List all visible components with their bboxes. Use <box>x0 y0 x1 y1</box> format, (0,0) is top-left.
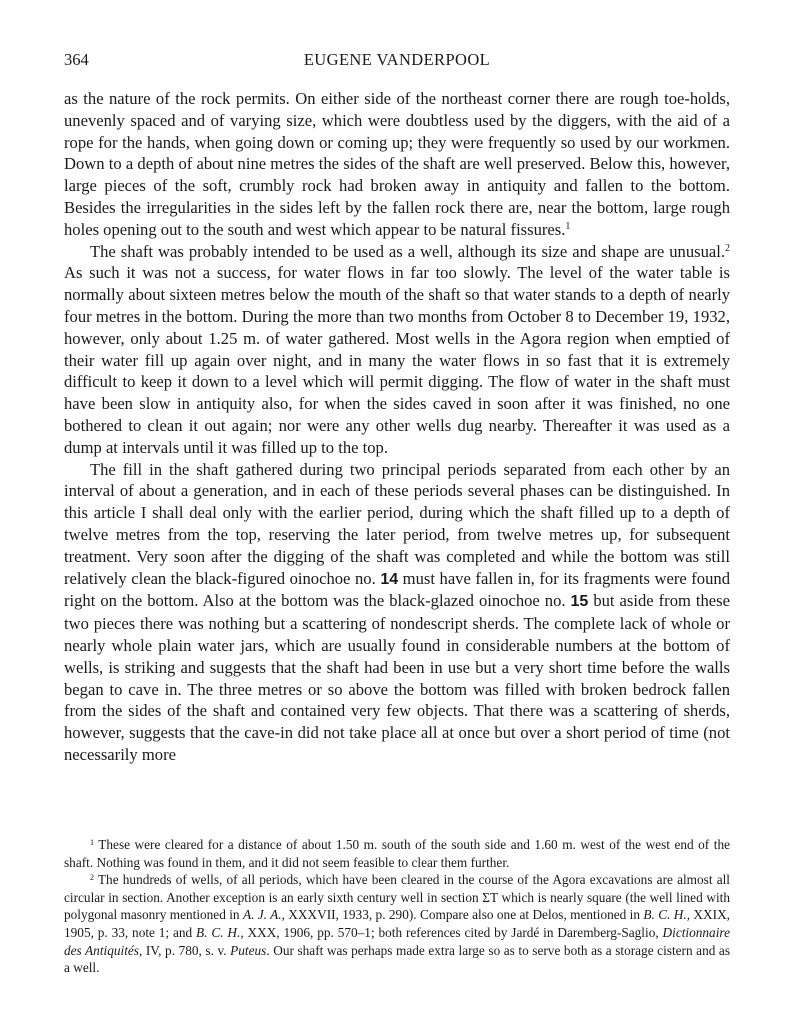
footnotes <box>64 836 730 977</box>
citation-dictionnaire: Dictionnaire des Antiquités <box>64 924 730 958</box>
paragraph-3-text-a: The fill in the shaft gathered during two principal periods separated from each other by an interval of about a generation, and in each of these periods several phases can be distinguished. In this article I shall deal only with the earlier period, during which the shaft filled up to a depth of twelve metres from the top, reserving the later period, from twelve metres up, for subsequent treatment. Very soon after the digging of the shaft was completed and while the bottom was still relatively clean the black-figured oinochoe no. <box>64 459 730 588</box>
paragraph-3 <box>64 459 730 766</box>
catalogue-number-14: 14 <box>380 570 399 588</box>
citation-puteus: Puteus <box>230 942 267 958</box>
paragraph-2-text-b: As such it was not a success, for water flows in far too slowly. The level of the water table is normally about sixteen metres below the mouth of the shaft so that water stands to a depth of nearly four metres in the bottom. During the more than two months from October 8 to December 19, 1932, however, only about 1.25 m. of water gathered. Most wells in the Agora region when emptied of their water fill up again over night, and in many the water flows in so fast that it is extremely difficult to keep it down to a level which will permit digging. The flow of water in the shaft must have been slow in antiquity also, for when the sides caved in soon after it was finished, no one bothered to clean it out again; nor were any other wells dug nearby. Thereafter it was used as a dump at intervals until it was filled up to the top. <box>64 263 730 457</box>
footnote-ref-2: 2 <box>725 242 730 254</box>
footnote-1-mark: 1 <box>90 838 94 847</box>
footnote-2 <box>64 871 730 977</box>
paragraph-2-text-a: The shaft was probably intended to be used as a well, although its size and shape are unusual. <box>90 241 725 261</box>
running-head-title: EUGENE VANDERPOOL <box>303 50 491 69</box>
paragraph-3-text-c: but aside from these two pieces there was nothing but a scattering of nondescript sherds. The complete lack of whole or nearly whole plain water jars, which are usually found in considerable numbers at the bottom of wells, is striking and suggests that the shaft had been in use but a very short time before the walls began to cave in. The three metres or so above the bottom was filled with broken bedrock fallen from the sides of the shaft and contained very few objects. That there was a scattering of sherds, however, suggests that the cave-in did not take place all at once but over a short period of time (not necessarily more <box>64 591 730 764</box>
citation-bch-1905: B. C. H. <box>643 907 687 923</box>
paragraph-1-text: as the nature of the rock permits. On either side of the northeast corner there are rough toe-holds, unevenly spaced and of varying size, which were doubtless used by the diggers, with the aid of a rope for the hands, when going down or coming up; they were frequently so used by our workmen. Down to a depth of about nine metres the sides of the shaft are well preserved. Below this, however, large pieces of the soft, crumbly rock had broken away in antiquity and fallen to the bottom. Besides the irregularities in the sides left by the fallen rock there are, near the bottom, large rough holes opening out to the south and west which appear to be natural fissures. <box>64 89 730 239</box>
footnote-ref-1: 1 <box>565 220 571 232</box>
footnote-2-text-f: . Our shaft was perhaps made extra large so as to serve both as a storage cistern and as a well. <box>64 942 731 976</box>
footnote-2-text-c: , XXIX, 1905, p. 33, note 1; and <box>64 907 730 940</box>
page-body <box>64 50 730 766</box>
footnote-2-text-d: , XXX, 1906, pp. 570–1; both references cited by Jardé in Daremberg-Saglio, <box>240 924 663 940</box>
page-number: 364 <box>64 50 89 69</box>
footnote-2-text-a: The hundreds of wells, of all periods, which have been cleared in the course of the Agora excavations are almost all circular in section. Another exception is an early sixth century well in section ΣΤ which is nearly square (the well lined with polygonal masonry mentioned in <box>64 872 730 923</box>
citation-bch-1906: B. C. H. <box>196 924 241 940</box>
footnote-2-text-e: , IV, p. 780, s. v. <box>138 942 231 958</box>
paragraph-2 <box>64 241 730 459</box>
paragraph-3-text-b: must have fallen in, for its fragments were found right on the bottom. Also at the bottom was the black-glazed oinochoe no. <box>64 568 730 611</box>
footnote-1 <box>64 836 730 871</box>
main-text <box>64 88 730 766</box>
running-head <box>64 50 730 76</box>
footnote-1-text: These were cleared for a distance of about 1.50 m. south of the south side and 1.60 m. west of the west end of the shaft. Nothing was found in them, and it did not seem feasible to clear them further. <box>64 837 730 870</box>
footnote-2-mark: 2 <box>90 873 94 883</box>
catalogue-number-15: 15 <box>570 593 589 611</box>
paragraph-1 <box>64 88 730 241</box>
citation-aja: A. J. A. <box>242 907 282 923</box>
footnote-2-text-b: , XXXVII, 1933, p. 290). Compare also one at Delos, mentioned in <box>281 907 644 923</box>
